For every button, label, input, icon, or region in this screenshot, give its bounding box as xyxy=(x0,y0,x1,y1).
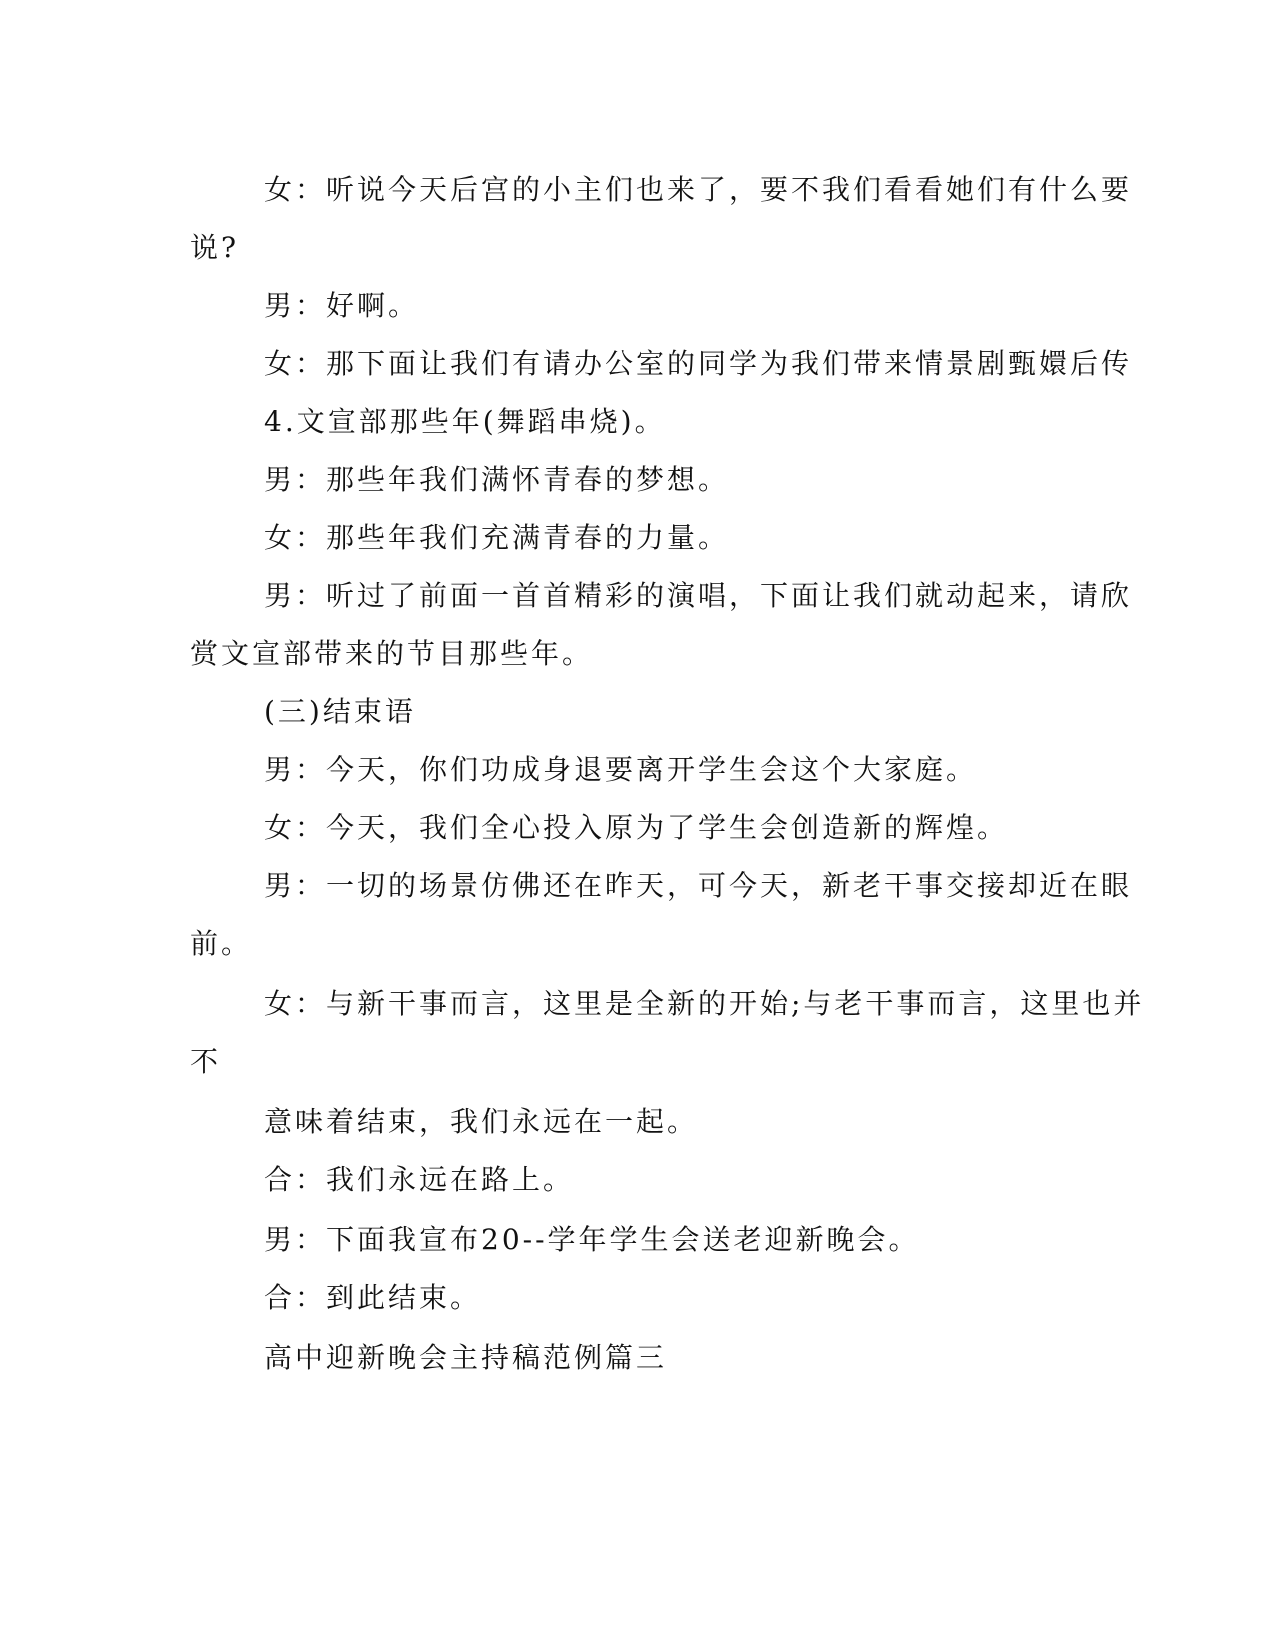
text-line: 不 xyxy=(190,1045,222,1078)
text-line: 男：一切的场景仿佛还在昨天，可今天，新老干事交接却近在眼 xyxy=(264,869,1133,902)
text-line: 女：那些年我们充满青春的力量。 xyxy=(264,521,730,554)
text-line: 女：今天，我们全心投入原为了学生会创造新的辉煌。 xyxy=(264,811,1009,844)
text-line: 男：听过了前面一首首精彩的演唱，下面让我们就动起来，请欣 xyxy=(264,579,1133,612)
text-line: 赏文宣部带来的节目那些年。 xyxy=(190,637,594,670)
text-line: 说? xyxy=(190,231,240,264)
text-line: 男：今天，你们功成身退要离开学生会这个大家庭。 xyxy=(264,753,978,786)
text-line: 男：那些年我们满怀青春的梦想。 xyxy=(264,463,730,496)
text-line: 意味着结束，我们永远在一起。 xyxy=(264,1105,699,1138)
text-line: 合：到此结束。 xyxy=(264,1281,482,1314)
section-heading: (三)结束语 xyxy=(264,695,416,728)
text-line: 女：那下面让我们有请办公室的同学为我们带来情景剧甄嬛后传 xyxy=(264,347,1133,380)
text-line: 前。 xyxy=(190,927,253,960)
text-line: 女：与新干事而言，这里是全新的开始;与老干事而言，这里也并 xyxy=(264,987,1145,1020)
list-item-heading: 4.文宣部那些年(舞蹈串烧)。 xyxy=(264,405,666,438)
text-line: 合：我们永远在路上。 xyxy=(264,1163,575,1196)
text-line: 女：听说今天后宫的小主们也来了，要不我们看看她们有什么要 xyxy=(264,173,1133,206)
text-line: 男：下面我宣布20--学年学生会送老迎新晚会。 xyxy=(264,1223,920,1256)
document-title: 高中迎新晚会主持稿范例篇三 xyxy=(264,1341,668,1374)
text-line: 男：好啊。 xyxy=(264,289,420,322)
